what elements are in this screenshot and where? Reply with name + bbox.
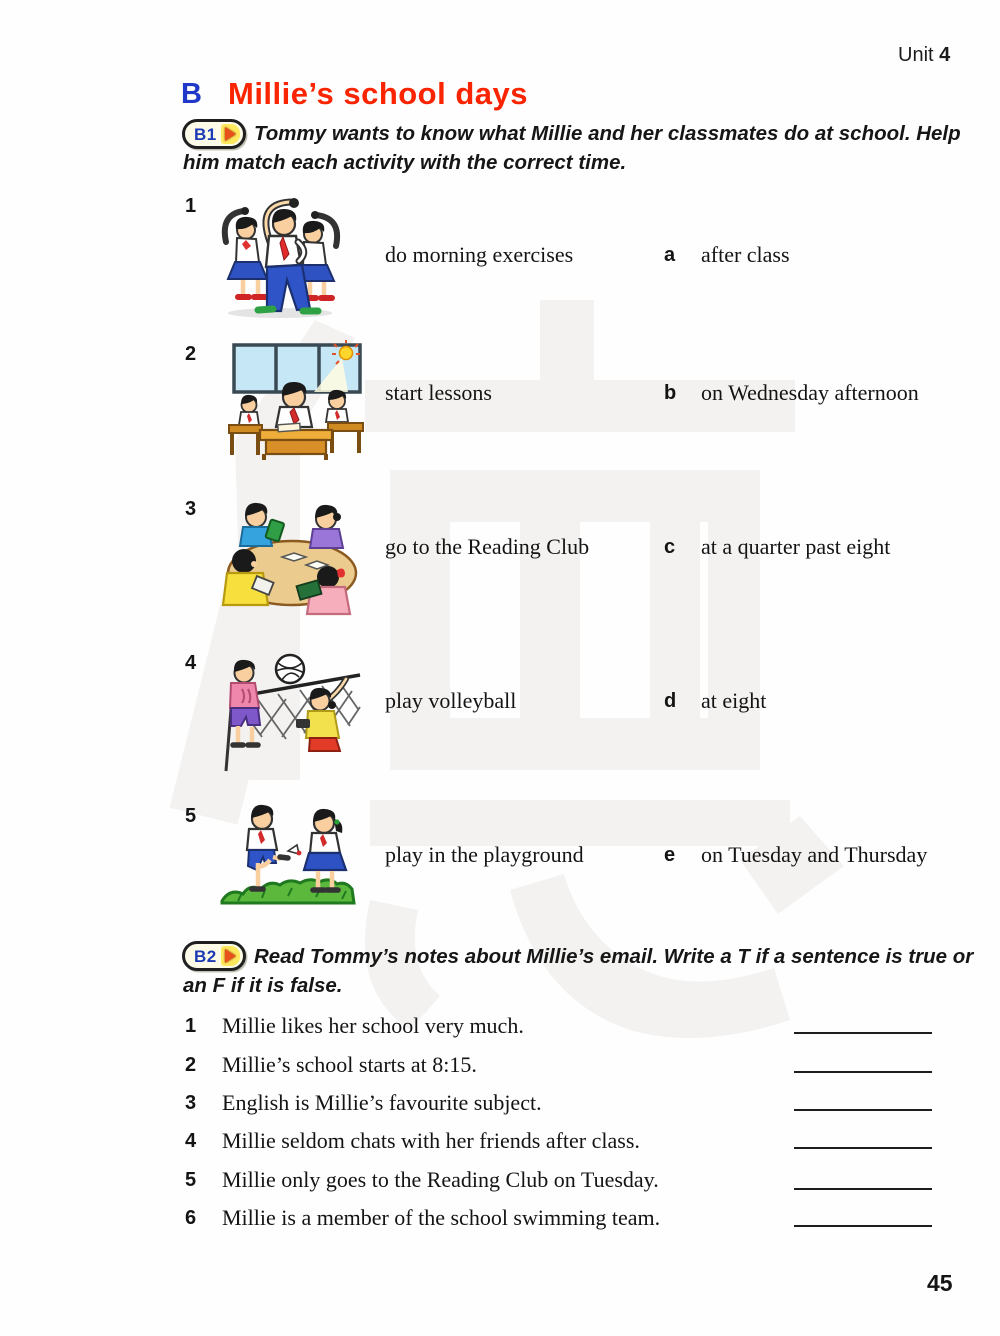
exercise-b2-badge [182, 941, 246, 971]
statement-number: 2 [185, 1054, 197, 1076]
match-item-number: 1 [185, 195, 197, 217]
statement-number: 4 [185, 1130, 197, 1152]
statement-text: English is Millie’s favourite subject. [222, 1090, 542, 1115]
unit-label: Unit 4 [898, 44, 951, 66]
statement-text: Millie is a member of the school swimming team. [222, 1205, 661, 1230]
time-label: at eight [701, 688, 767, 713]
statement-number: 6 [185, 1207, 197, 1229]
statement-text: Millie’s school starts at 8:15. [222, 1052, 477, 1077]
statement-text: Millie seldom chats with her friends after class. [222, 1128, 640, 1153]
exercise-b1-badge [182, 119, 246, 149]
time-label: on Wednesday afternoon [701, 380, 919, 405]
playground-illustration [218, 797, 374, 915]
answer-blank-line [794, 1127, 932, 1149]
statement-number: 3 [185, 1092, 197, 1114]
activity-label: go to the Reading Club [385, 534, 590, 559]
page-number: 45 [927, 1270, 953, 1296]
play-triangle-icon [221, 124, 240, 144]
option-letter: e [664, 844, 676, 866]
statement-number: 1 [185, 1015, 197, 1037]
morning-exercises-illustration [210, 190, 350, 320]
answer-blank-line [794, 1051, 932, 1073]
answer-blank-line [794, 1089, 932, 1111]
statement-text: Millie only goes to the Reading Club on Tuesday. [222, 1167, 659, 1192]
b2-instruction-line1: Read Tommy’s notes about Millie’s email. Write a T if a sentence is true or [254, 945, 974, 968]
unit-number: 4 [939, 44, 951, 66]
match-item-number: 4 [185, 652, 197, 674]
answer-blank-line [794, 1168, 932, 1190]
play-triangle-icon [221, 946, 240, 966]
page-title: Millie’s school days [228, 76, 529, 111]
b1-instruction-line2: him match each activity with the correct time. [183, 151, 627, 174]
activity-label: do morning exercises [385, 242, 574, 267]
option-letter: c [664, 536, 676, 558]
answer-blank-line [794, 1012, 932, 1034]
statement-text: Millie likes her school very much. [222, 1013, 524, 1038]
match-item-number: 2 [185, 343, 197, 365]
time-label: at a quarter past eight [701, 534, 891, 559]
classroom-illustration [224, 340, 369, 462]
statement-number: 5 [185, 1169, 197, 1191]
match-item-number: 3 [185, 498, 197, 520]
reading-club-illustration [210, 487, 370, 625]
activity-label: start lessons [385, 380, 492, 405]
time-label: after class [701, 242, 790, 267]
exercise-b1-badge-label: B1 [194, 124, 217, 144]
section-letter: B [181, 78, 202, 110]
time-label: on Tuesday and Thursday [701, 842, 928, 867]
activity-label: play in the playground [385, 842, 584, 867]
activity-label: play volleyball [385, 688, 517, 713]
match-item-number: 5 [185, 805, 197, 827]
option-letter: d [664, 690, 677, 712]
exercise-b2-badge-label: B2 [194, 946, 217, 966]
answer-blank-line [794, 1205, 932, 1227]
b2-instruction-line2: an F if it is false. [183, 974, 343, 997]
b1-instruction-line1: Tommy wants to know what Millie and her classmates do at school. Help [254, 122, 961, 145]
option-letter: b [664, 382, 677, 404]
option-letter: a [664, 244, 676, 266]
volleyball-illustration [212, 645, 364, 781]
